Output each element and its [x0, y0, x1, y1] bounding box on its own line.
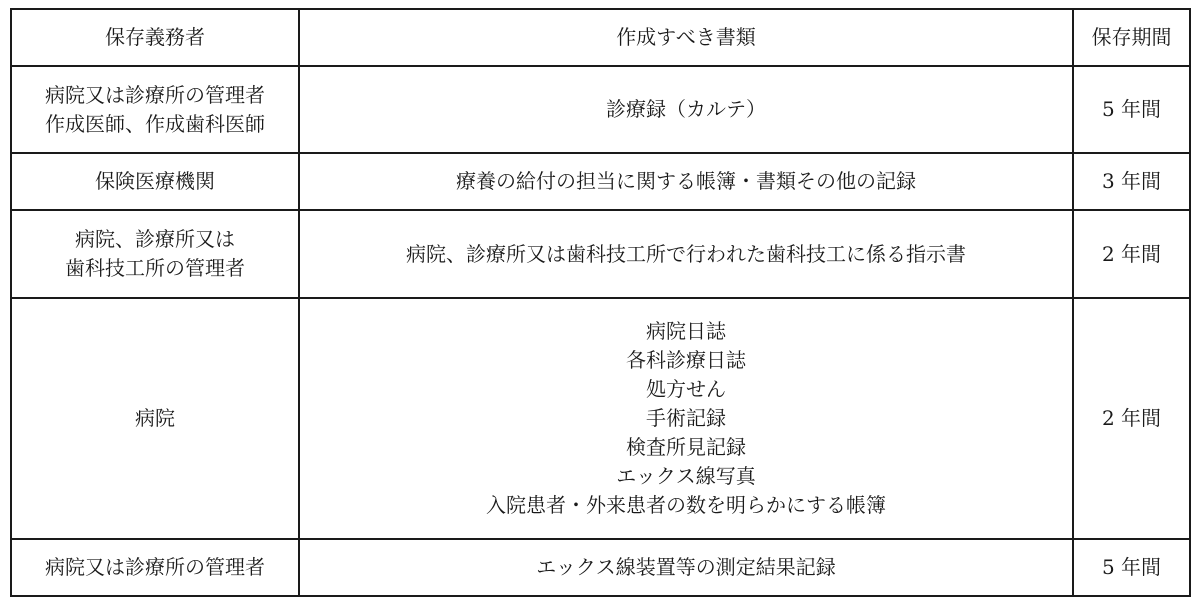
table-row — [11, 539, 1190, 596]
table-header-row — [11, 9, 1190, 66]
header-holder: 保存義務者 — [11, 9, 299, 66]
holder-cell — [11, 539, 299, 596]
document-line: エックス線写真 — [616, 464, 756, 488]
document-line: 手術記録 — [646, 406, 726, 430]
document-line: 療養の給付の担当に関する帳簿・書類その他の記録 — [456, 169, 916, 193]
documents-cell — [299, 298, 1073, 539]
holder-cell — [11, 66, 299, 153]
period-cell: 2 年間 — [1073, 298, 1190, 539]
header-period: 保存期間 — [1073, 9, 1190, 66]
document-line: エックス線装置等の測定結果記録 — [536, 555, 836, 579]
table-row — [11, 66, 1190, 153]
document-line: 入院患者・外来患者の数を明らかにする帳簿 — [486, 493, 886, 517]
table-row — [11, 153, 1190, 210]
period-cell: 5 年間 — [1073, 66, 1190, 153]
period-cell: 5 年間 — [1073, 539, 1190, 596]
holder-cell — [11, 153, 299, 210]
holder-cell — [11, 210, 299, 298]
document-line: 診療録（カルテ） — [606, 97, 766, 121]
holder-line: 作成医師、作成歯科医師 — [45, 111, 265, 136]
record-retention-table — [10, 8, 1191, 597]
period-cell: 3 年間 — [1073, 153, 1190, 210]
document-line: 処方せん — [646, 377, 726, 401]
documents-cell — [299, 539, 1073, 596]
holder-line: 病院又は診療所の管理者 — [45, 555, 265, 579]
holder-line: 病院 — [135, 406, 175, 430]
header-documents: 作成すべき書類 — [299, 9, 1073, 66]
holder-line: 保険医療機関 — [95, 169, 215, 193]
holder-line: 病院、診療所又は — [75, 227, 235, 251]
document-line: 各科診療日誌 — [626, 348, 746, 372]
holder-cell — [11, 298, 299, 539]
holder-line: 病院又は診療所の管理者 — [45, 82, 265, 107]
period-cell: 2 年間 — [1073, 210, 1190, 298]
table-row — [11, 298, 1190, 539]
documents-cell — [299, 66, 1073, 153]
document-line: 検査所見記録 — [626, 435, 746, 459]
documents-cell — [299, 153, 1073, 210]
document-line: 病院日誌 — [646, 319, 726, 343]
holder-line: 歯科技工所の管理者 — [65, 256, 245, 280]
documents-cell — [299, 210, 1073, 298]
table-row — [11, 210, 1190, 298]
record-retention-table-container — [10, 8, 1191, 597]
document-line: 病院、診療所又は歯科技工所で行われた歯科技工に係る指示書 — [406, 241, 966, 266]
